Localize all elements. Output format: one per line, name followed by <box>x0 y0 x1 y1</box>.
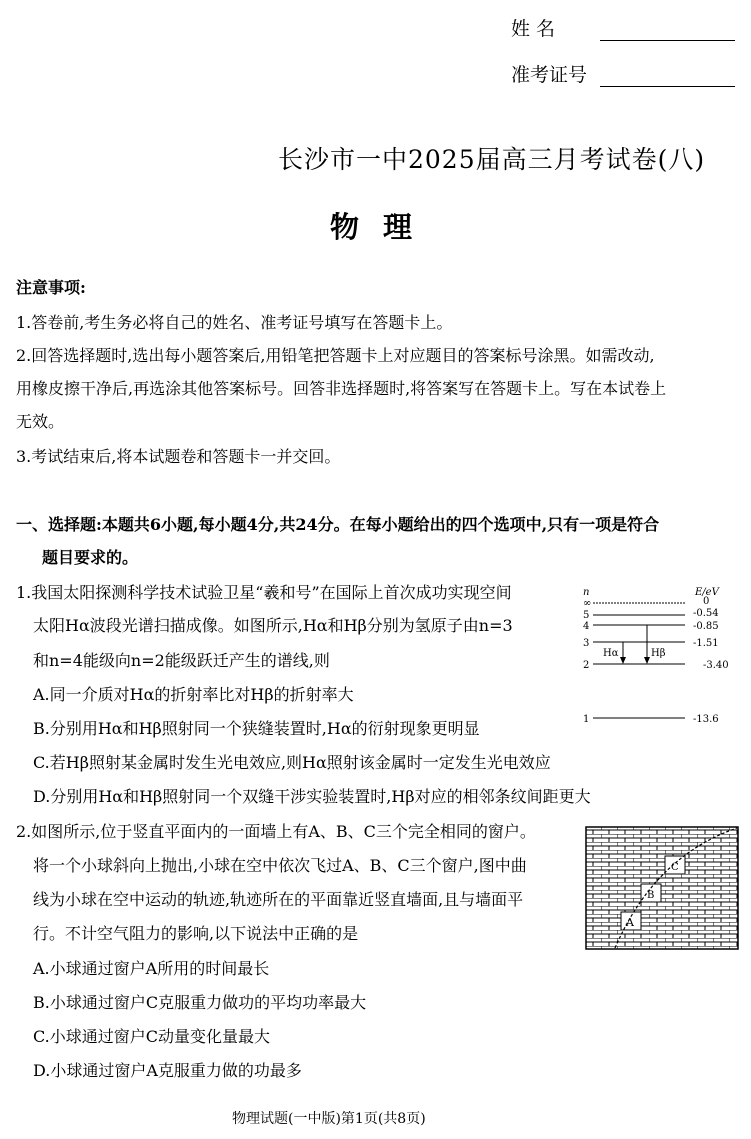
level-n: 4 <box>583 621 590 632</box>
brick-wall-diagram <box>585 826 739 950</box>
h-beta-arrowhead <box>644 657 650 664</box>
window-b-label: B <box>647 890 655 901</box>
wall <box>586 827 738 949</box>
level-n: 5 <box>583 610 590 621</box>
level-e: 0 <box>703 596 710 607</box>
notice-line: 3.考试结束后,将本试题卷和答题卡一并交回。 <box>16 447 341 466</box>
name-field[interactable] <box>600 16 735 41</box>
level-e: -1.51 <box>693 638 719 649</box>
level-e: -0.85 <box>693 621 719 632</box>
energy-level-diagram <box>575 585 743 735</box>
q1-stem: 和n=4能级向n=2能级跃迁产生的谱线,则 <box>33 651 330 670</box>
q1-stem: 太阳Hα波段光谱扫描成像。如图所示,Hα和Hβ分别为氢原子由n=3 <box>33 616 513 635</box>
q2-stem: 2.如图所示,位于竖直平面内的一面墙上有A、B、C三个完全相同的窗户。 <box>16 822 536 841</box>
h-alpha-arrowhead <box>620 657 626 664</box>
exam-id-label: 准考证号 <box>511 64 588 86</box>
q2-option-b: B.小球通过窗户C克服重力做功的平均功率最大 <box>33 993 367 1012</box>
energy-axis-label: E/eV <box>695 587 719 598</box>
window-c-label: C <box>671 862 679 873</box>
level-e: -0.54 <box>693 608 719 619</box>
section-heading: 一、选择题:本题共6小题,每小题4分,共24分。在每小题给出的四个选项中,只有一项是符合 <box>16 515 660 534</box>
q2-stem: 行。不计空气阻力的影响,以下说法中正确的是 <box>33 924 359 943</box>
level-e: -3.40 <box>703 660 729 671</box>
section-heading-cont: 题目要求的。 <box>42 548 139 567</box>
level-n: ∞ <box>583 598 592 609</box>
q1-stem: 1.我国太阳探测科学技术试验卫星“羲和号”在国际上首次成功实现空间 <box>16 583 512 602</box>
level-e: -13.6 <box>693 714 719 725</box>
page-title: 长沙市一中2025届高三月考试卷(八) <box>278 145 706 174</box>
h-alpha-label: Hα <box>603 648 619 659</box>
q1-option-b: B.分别用Hα和Hβ照射同一个狭缝装置时,Hα的衍射现象更明显 <box>33 719 480 738</box>
q2-option-d: D.小球通过窗户A克服重力做的功最多 <box>33 1061 302 1080</box>
notice-line: 1.答卷前,考生务必将自己的姓名、准考证号填写在答题卡上。 <box>16 313 453 332</box>
q1-option-a: A.同一介质对Hα的折射率比对Hβ的折射率大 <box>33 685 354 704</box>
notice-line: 用橡皮擦干净后,再选涂其他答案标号。回答非选择题时,将答案写在答题卡上。写在本试卷上 <box>16 379 667 398</box>
n-axis-label: n <box>583 587 590 598</box>
level-n: 1 <box>583 714 590 725</box>
level-n: 2 <box>583 660 590 671</box>
subject-title: 物理 <box>330 210 437 244</box>
notice-line: 无效。 <box>16 412 65 431</box>
q2-stem: 将一个小球斜向上抛出,小球在空中依次飞过A、B、C三个窗户,图中曲 <box>33 856 527 875</box>
q2-stem: 线为小球在空中运动的轨迹,轨迹所在的平面靠近竖直墙面,且与墙面平 <box>33 890 524 909</box>
name-label: 姓 名 <box>511 18 556 40</box>
q1-option-c: C.若Hβ照射某金属时发生光电效应,则Hα照射该金属时一定发生光电效应 <box>33 753 551 772</box>
page-footer: 物理试题(一中版)第1页(共8页) <box>232 1111 426 1127</box>
q1-option-d: D.分别用Hα和Hβ照射同一个双缝干涉实验装置时,Hβ对应的相邻条纹间距更大 <box>33 787 591 806</box>
q2-option-a: A.小球通过窗户A所用的时间最长 <box>33 959 270 978</box>
q2-option-c: C.小球通过窗户C动量变化量最大 <box>33 1027 271 1046</box>
notice-heading: 注意事项: <box>16 278 86 297</box>
h-beta-label: Hβ <box>651 648 666 659</box>
notice-line: 2.回答选择题时,选出每小题答案后,用铅笔把答题卡上对应题目的答案标号涂黑。如需改动, <box>16 346 655 365</box>
window-a-label: A <box>626 916 634 929</box>
exam-id-field[interactable] <box>600 62 735 87</box>
level-n: 3 <box>583 638 590 649</box>
